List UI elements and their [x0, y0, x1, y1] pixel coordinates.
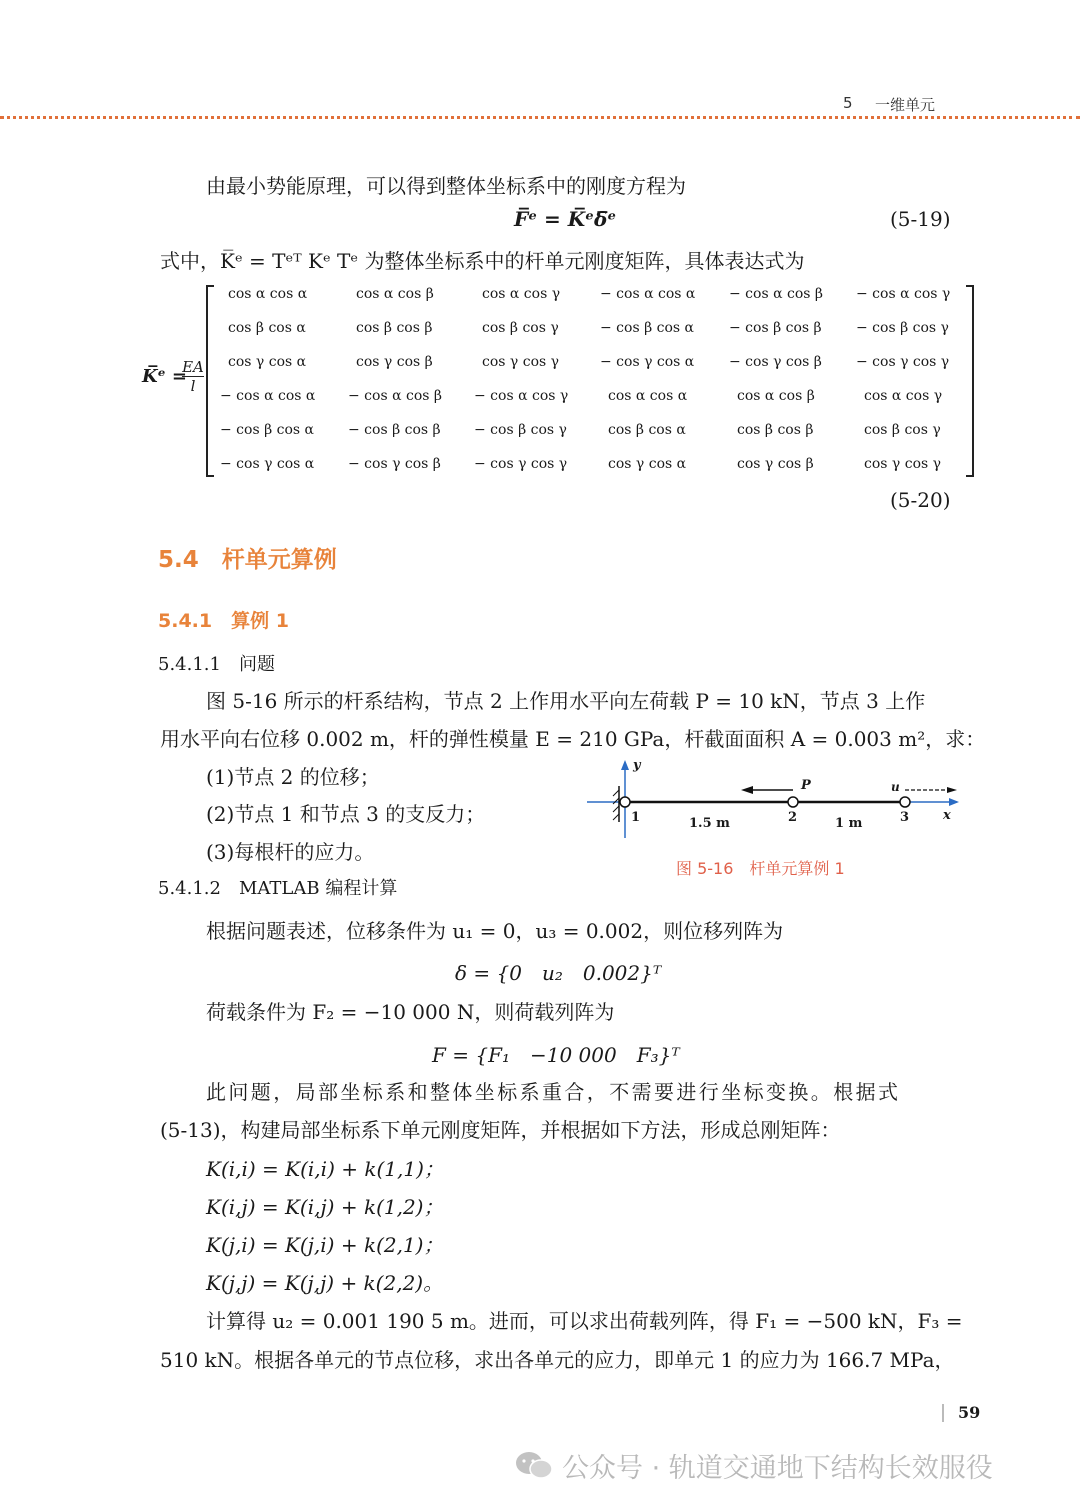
matrix-lhs: K̅ᵉ = — [142, 366, 187, 387]
matrix-cell: cos γ cos γ — [482, 354, 559, 370]
matrix-cell: cos γ cos β — [356, 354, 433, 370]
matrix-cell: − cos α cos α — [220, 388, 316, 404]
matrix-cell: cos γ cos α — [608, 456, 687, 472]
matrix-cell: − cos β cos γ — [856, 320, 949, 336]
header-divider — [0, 116, 1080, 119]
matrix-cell: cos β cos α — [228, 320, 306, 336]
node-1-hinge — [620, 797, 630, 807]
matrix-cell: cos β cos α — [608, 422, 686, 438]
wechat-icon — [514, 1450, 554, 1480]
node-2-label: 2 — [788, 810, 798, 825]
figure-5-16 — [585, 758, 965, 848]
paragraph: 计算得 u₂ = 0.001 190 5 m。进而，可以求出荷载列阵，得 F₁ = −500 kN，F₃ = — [206, 1309, 963, 1333]
matrix-cell: − cos α cos β — [729, 286, 823, 302]
paragraph: 荷载条件为 F₂ = −10 000 N，则荷载列阵为 — [206, 1000, 615, 1024]
matrix-cell: − cos γ cos α — [220, 456, 315, 472]
x-axis-arrow — [949, 798, 959, 806]
assembly-rule: K(i,i) = K(i,i) + k(1,1)； — [206, 1157, 444, 1181]
paragraph: 510 kN。根据各单元的节点位移，求出各单元的应力，即单元 1 的应力为 166.7 MPa， — [160, 1348, 955, 1372]
paragraph: 此问题，局部坐标系和整体坐标系重合，不需要进行坐标变换。根据式 — [206, 1080, 901, 1104]
matrix-cell: cos β cos β — [737, 422, 814, 438]
page-number: 59 — [958, 1403, 981, 1422]
matrix-cell: cos γ cos α — [228, 354, 307, 370]
equation-number: (5-20) — [890, 488, 951, 512]
matrix-cell: − cos β cos γ — [474, 422, 567, 438]
matrix-cell: − cos β cos β — [348, 422, 441, 438]
subsubsection-heading: 5.4.1.2 MATLAB 编程计算 — [158, 878, 398, 899]
truss-diagram — [585, 758, 965, 848]
equation-number: (5-19) — [890, 207, 951, 231]
load-label: P — [801, 778, 811, 793]
matrix-cell: cos β cos β — [356, 320, 433, 336]
matrix-cell: cos α cos γ — [482, 286, 561, 302]
matrix-cell: − cos γ cos β — [348, 456, 441, 472]
page-number-bar — [942, 1404, 944, 1422]
watermark-text: 公众号 · 轨道交通地下结构长效服役 — [562, 1453, 993, 1484]
matrix-cell: − cos β cos α — [600, 320, 694, 336]
coef-numerator: EA — [182, 358, 204, 376]
assembly-rule: K(j,j) = K(j,j) + k(2,2)。 — [206, 1271, 444, 1295]
node-2-hinge — [788, 797, 798, 807]
node-3-label: 3 — [900, 810, 910, 825]
section-heading: 5.4 杆单元算例 — [158, 547, 337, 573]
matrix-right-bracket — [966, 285, 974, 477]
matrix-cell: cos β cos γ — [864, 422, 941, 438]
matrix-cell: cos α cos β — [737, 388, 815, 404]
paragraph: 式中，K̅ᵉ = Tᵉᵀ Kᵉ Tᵉ 为整体坐标系中的杆单元刚度矩阵，具体表达式为 — [160, 249, 805, 273]
paragraph: 由最小势能原理，可以得到整体坐标系中的刚度方程为 — [206, 174, 686, 198]
assembly-rule: K(i,j) = K(i,j) + k(1,2)； — [206, 1195, 444, 1219]
matrix-cell: cos γ cos β — [737, 456, 814, 472]
matrix-cell: − cos γ cos α — [600, 354, 695, 370]
matrix-cell: − cos β cos β — [729, 320, 822, 336]
equation-5-19: F̅ᵉ = K̅ᵉδ̅ᵉ — [514, 207, 617, 231]
matrix-cell: cos α cos α — [228, 286, 308, 302]
x-axis-label: x — [943, 808, 951, 823]
header-chapter-number: 5 — [843, 94, 853, 112]
matrix-coefficient — [182, 358, 204, 395]
paragraph: 图 5-16 所示的杆系结构，节点 2 上作用水平向左荷载 P = 10 kN，节点 3 上作 — [206, 689, 926, 713]
length-1-label: 1.5 m — [689, 816, 730, 831]
equation-load: F = {F₁ −10 000 F₃}ᵀ — [432, 1043, 680, 1067]
matrix-cell: − cos α cos β — [348, 388, 442, 404]
matrix-cell: cos β cos γ — [482, 320, 559, 336]
matrix-cell: cos α cos β — [356, 286, 434, 302]
subsection-heading: 5.4.1 算例 1 — [158, 610, 289, 632]
matrix-cell: − cos γ cos γ — [856, 354, 950, 370]
matrix-cell: − cos α cos γ — [474, 388, 569, 404]
equation-delta: δ = {0 u₂ 0.002}ᵀ — [455, 961, 662, 985]
matrix-cell: cos α cos γ — [864, 388, 943, 404]
question-item: (1)节点 2 的位移； — [206, 765, 380, 789]
length-2-label: 1 m — [835, 816, 863, 831]
header-chapter-title: 一维单元 — [875, 96, 936, 114]
matrix-left-bracket — [206, 285, 214, 477]
subsubsection-heading: 5.4.1.1 问题 — [158, 654, 275, 675]
figure-caption: 图 5-16 杆单元算例 1 — [676, 859, 845, 878]
question-item: (3)每根杆的应力。 — [206, 840, 375, 864]
node-3-hinge — [900, 797, 910, 807]
matrix-cell: − cos α cos γ — [856, 286, 951, 302]
coef-denominator: l — [190, 377, 196, 395]
matrix-cell: − cos α cos α — [600, 286, 696, 302]
matrix-cell: − cos β cos α — [220, 422, 314, 438]
displacement-label: u — [891, 780, 900, 794]
y-axis-arrow — [621, 760, 629, 770]
assembly-rule: K(j,i) = K(j,i) + k(2,1)； — [206, 1233, 444, 1257]
y-axis-label: y — [633, 758, 641, 773]
paragraph: 用水平向右位移 0.002 m，杆的弹性模量 E = 210 GPa，杆截面面积 A = 0.003 m²，求： — [160, 727, 986, 751]
node-1-label: 1 — [631, 810, 641, 825]
matrix-cell: cos γ cos γ — [864, 456, 941, 472]
paragraph: (5-13)，构建局部坐标系下单元刚度矩阵，并根据如下方法，形成总刚矩阵： — [160, 1118, 841, 1142]
question-item: (2)节点 1 和节点 3 的支反力； — [206, 802, 486, 826]
matrix-cell: − cos γ cos β — [729, 354, 822, 370]
matrix-cell: − cos γ cos γ — [474, 456, 568, 472]
paragraph: 根据问题表述，位移条件为 u₁ = 0，u₃ = 0.002，则位移列阵为 — [206, 919, 784, 943]
matrix-cell: cos α cos α — [608, 388, 688, 404]
